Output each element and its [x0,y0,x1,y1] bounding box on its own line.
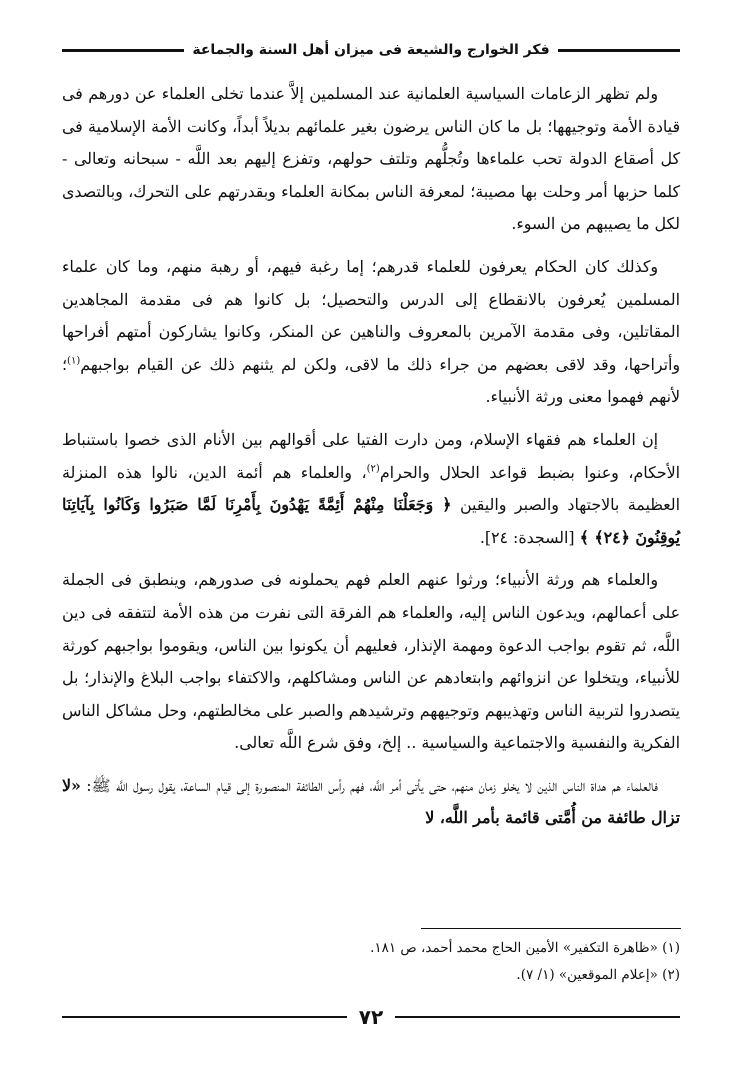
paragraph-5 [62,770,680,835]
footnote-separator [421,928,681,929]
main-text [62,78,680,845]
page-footer [62,1004,680,1030]
paragraph-3 [62,424,680,554]
footer-rule-left [62,1016,347,1018]
footnote-1: (١) «ظاهرة التكفير» الأمين الحاج محمد أحمد، ص ١٨١. [370,940,680,956]
quran-verse: ﴿ وَجَعَلْنَا مِنْهُمْ أَئِمَّةً يَهْدُونَ بِأَمْرِنَا لَمَّا صَبَرُوا وَكَانُوا بِآيَاتِنَا يُوقِنُونَ ﴿٢٤﴾ ﴾ [62,495,680,547]
hadith-quote: «لا تزال طائفة من أُمَّتى قائمة بأمر اللَّه، لا [62,775,680,828]
paragraph-2-end: ؛ لأنهم فهموا معنى ورثة الأنبياء. [62,354,680,407]
paragraph-5-text: فالعلماء هم هداة الناس الذين لا يخلو زمان منهم، حتى يأتى أمر اللَّه، فهم رأس الطائفة المنصورة إلى قيام الساعة، يقول رسول اللَّه ﷺ: [86,775,658,795]
footnote-2: (٢) «إعلام الموقعين» (١/ ٧). [516,967,680,983]
paragraph-2-text: وكذلك كان الحكام يعرفون للعلماء قدرهم؛ إما رغبة فيهم، أو رهبة منهم، وما كان علماء المسلمين يُعرفون بالانقطاع إلى الدرس والتحصيل؛ بل كانوا هم فى مقدمة المجاهدين المقاتلين، وفى مقدمة الآمرين بالمعروف والناهين عن المنكر، وكانوا يشاركون أمتهم أفراحها وأتراحها، وقد لاقى بعضهم من جراء ذلك ما لاقى، ولكن لم يثنهم ذلك عن القيام بواجبهم [62,256,680,374]
footnote-ref-1: (١) [67,355,81,367]
page-number: ٧٢ [358,1005,384,1029]
paragraph-1: ولم تظهر الزعامات السياسية العلمانية عند المسلمين إلاَّ عندما تخلى العلماء عن دورهم فى قيادة الأمة وتوجيهها؛ بل ما كان الناس يرضون بغير علمائهم بديلاً أبداً، وكانت الأمة الإسلامية فى كل أصقاع الدولة تحب علماءها وتُجلُّهم وتلتف حولهم، وتفزع إليهم بعد اللَّه - سبحانه وتعالى - كلما حزبها أمر وحلت بها مصيبة؛ لمعرفة الناس بمكانة العلماء وبقدرتهم على التحرك، وبالتصدى لكل ما يصيبهم من السوء. [62,84,680,234]
footnotes [62,935,680,989]
footnote-ref-2: (٢) [366,463,380,475]
footer-rule-right [395,1016,680,1018]
quran-citation: [السجدة: ٢٤]. [479,527,575,547]
header-rule-left [62,49,184,52]
header-rule-right [558,49,680,52]
paragraph-3-text-a: إن العلماء هم فقهاء الإسلام، ومن دارت الفتيا على أقوالهم بين الأنام الذى خصوا باستنباط الأحكام، وعنوا بضبط قواعد الحلال والحرام [62,429,680,482]
header-title: فكر الخوارج والشيعة فى ميزان أهل السنة والجماعة [192,42,550,58]
running-header [62,36,680,64]
paragraph-4: والعلماء هم ورثة الأنبياء؛ ورثوا عنهم العلم فهم يحملونه فى صدورهم، وينطبق فى الجملة على أعمالهم، ويدعون الناس إليه، والعلماء هم الفرقة التى نفرت من هذه الأمة لتتفقه فى دين اللَّه، ثم تقوم بواجب الدعوة ومهمة الإنذار، فعليهم أن يكونوا بين الناس، ويقوموا بواجبهم كورثة للأنبياء، ويتخلوا عن انزوائهم وابتعادهم عن الناس ومشاكلهم، والاكتفاء بواجب البلاغ والإنذار؛ بل يتصدروا لتربية الناس وتهذيبهم وتوجيههم وترشيدهم والصبر على مخالطتهم، وحل مشاكل الناس الفكرية والنفسية والاجتماعية والسياسية .. إلخ، وفق شرع اللَّه تعالى. [62,570,680,753]
paragraph-3-text-b: ، والعلماء هم أئمة الدين، نالوا هذه المنزلة العظيمة بالاجتهاد والصبر واليقين [62,462,680,515]
paragraph-2 [62,251,680,414]
